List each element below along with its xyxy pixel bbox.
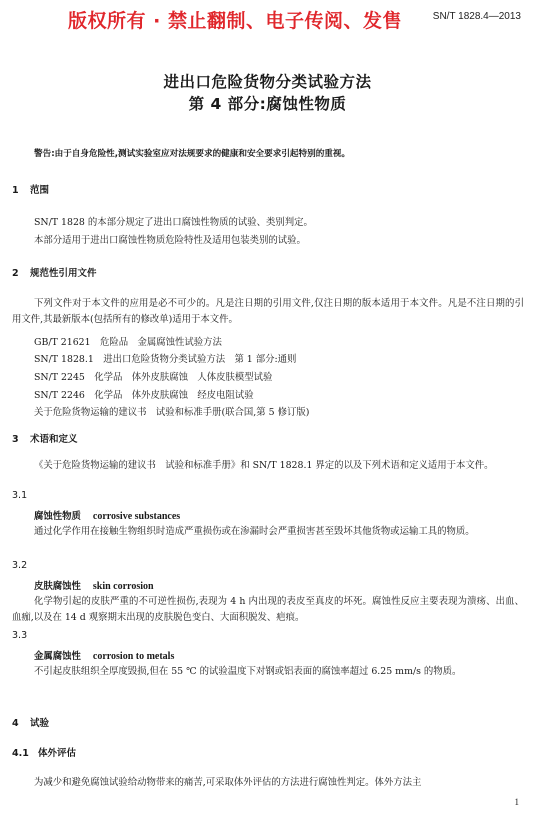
warning-note: 警告:由于自身危险性,测试实验室应对法规要求的健康和安全要求引起特别的重视。 (34, 149, 351, 159)
term-number: 3.3 (12, 630, 28, 641)
section-4-paragraph: 为减少和避免腐蚀试验给动物带来的痛苦,可采取体外评估的方法进行腐蚀性判定。体外方法主 (34, 777, 422, 788)
term-heading (34, 508, 180, 522)
term-chinese: 皮肤腐蚀性 (34, 581, 81, 592)
document-subtitle: 第 4 部分:腐蚀性物质 (188, 95, 347, 113)
section-4-heading (12, 715, 49, 729)
section-2-paragraph: 下列文件对于本文件的应用是必不可少的。凡是注日期的引用文件,仅注日期的版本适用于本文件。凡是不注日期的引用文件,其最新版本(包括所有的修改单)适用于本文件。 (12, 298, 524, 325)
section-title: 规范性引用文件 (30, 268, 97, 279)
reference-item: GB/T 21621 危险品 金属腐蚀性试验方法 (34, 337, 222, 348)
section-3-heading (12, 431, 78, 445)
term-number: 3.1 (12, 490, 28, 501)
watermark: 版权所有 · 禁止翻制、电子传阅、发售 (68, 10, 402, 32)
subsection-number: 4.1 (12, 748, 29, 759)
term-chinese: 腐蚀性物质 (34, 511, 81, 522)
section-title: 试验 (30, 718, 50, 729)
term-number: 3.2 (12, 560, 28, 571)
section-number: 3 (12, 434, 19, 445)
subsection-title: 体外评估 (38, 748, 77, 759)
standard-code: SN/T 1828.4—2013 (432, 11, 521, 22)
term-definition: 通过化学作用在接触生物组织时造成严重损伤或在渗漏时会严重损害甚至毁坏其他货物或运输工具的物质。 (34, 526, 475, 537)
term-english: corrosion to metals (92, 651, 175, 662)
term-english: corrosive substances (92, 511, 181, 522)
section-2-heading (12, 265, 97, 279)
reference-item: 关于危险货物运输的建议书 试验和标准手册(联合国,第 5 修订版) (34, 407, 310, 418)
subsection-4-1-heading (12, 745, 76, 759)
section-1-paragraph-1: SN/T 1828 的本部分规定了进出口腐蚀性物质的试验、类别判定。 (34, 217, 313, 228)
reference-item: SN/T 1828.1 进出口危险货物分类试验方法 第 1 部分:通则 (34, 354, 297, 365)
section-title: 范围 (30, 185, 50, 196)
term-chinese: 金属腐蚀性 (34, 651, 81, 662)
term-heading (34, 578, 154, 592)
section-number: 2 (12, 268, 19, 279)
term-definition: 化学物引起的皮肤严重的不可逆性损伤,表现为 4 h 内出现的表皮至真皮的坏死。腐蚀性反应主要表现为溃疡、出血、血痂,以及在 14 d 观察期末出现的皮肤脱色变白、大面积脱发、疤痕。 (12, 596, 524, 623)
page-number: 1 (514, 797, 519, 807)
section-1-paragraph-2: 本部分适用于进出口腐蚀性物质危险特性及适用包装类别的试验。 (34, 235, 306, 246)
reference-item: SN/T 2245 化学品 体外皮肤腐蚀 人体皮肤模型试验 (34, 372, 273, 383)
section-number: 4 (12, 718, 19, 729)
term-definition: 不引起皮肤组织全厚度毁损,但在 55 ℃ 的试验温度下对钢或铝表面的腐蚀率超过 6.25 mm/s 的物质。 (34, 666, 462, 677)
reference-item: SN/T 2246 化学品 体外皮肤腐蚀 经皮电阻试验 (34, 390, 254, 401)
term-english: skin corrosion (92, 581, 154, 592)
section-number: 1 (12, 185, 19, 196)
term-heading (34, 648, 174, 662)
section-1-heading (12, 182, 49, 196)
section-title: 术语和定义 (30, 434, 78, 445)
document-title: 进出口危险货物分类试验方法 (163, 73, 372, 91)
section-3-intro: 《关于危险货物运输的建议书 试验和标准手册》和 SN/T 1828.1 界定的以及下列术语和定义适用于本文件。 (34, 460, 494, 471)
